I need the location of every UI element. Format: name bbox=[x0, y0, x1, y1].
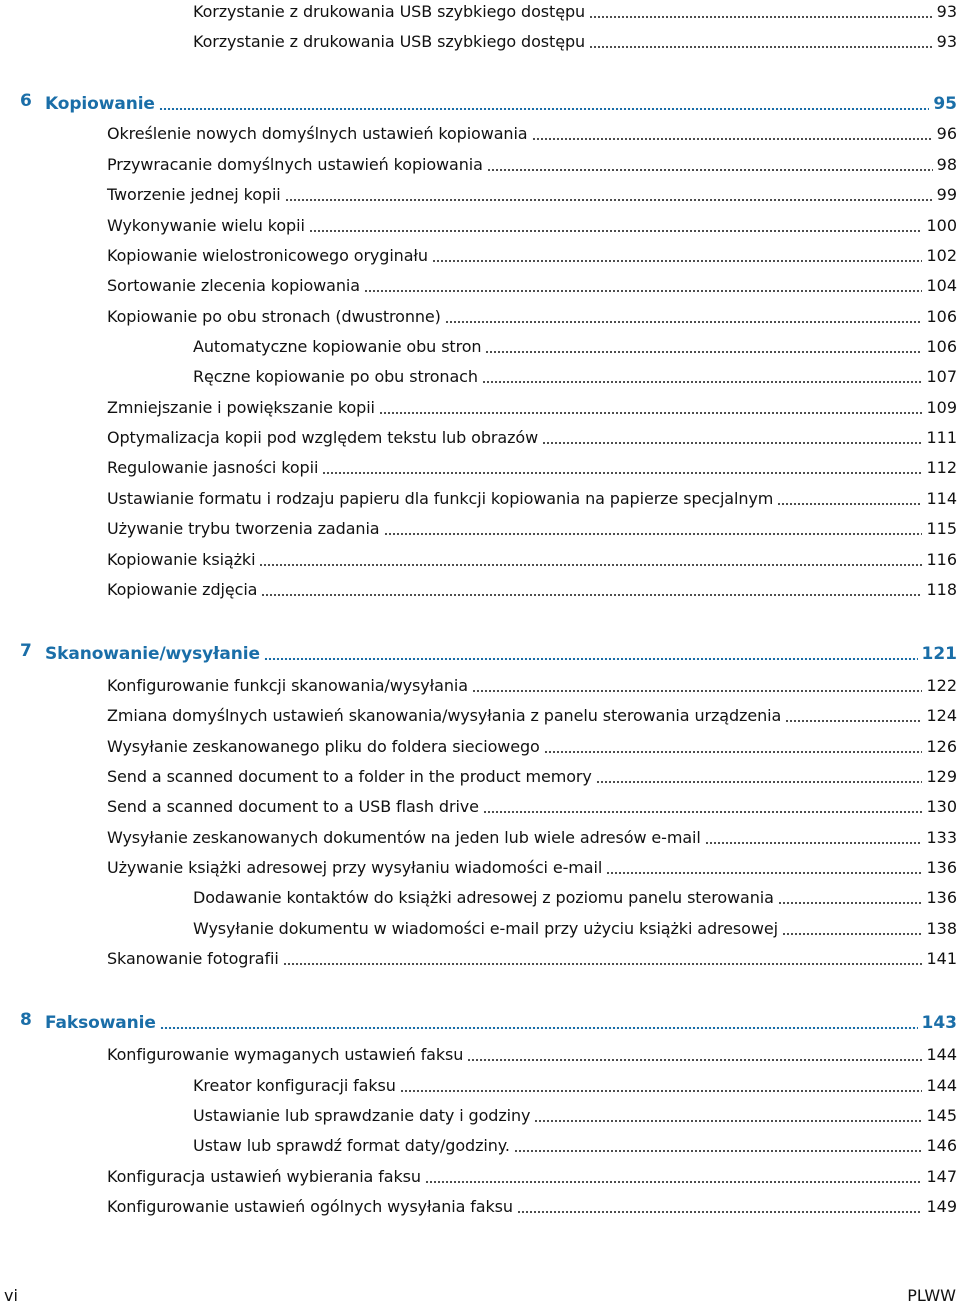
toc-entry[interactable] bbox=[193, 882, 957, 908]
dot-leader bbox=[159, 108, 929, 110]
toc-entry[interactable] bbox=[107, 392, 957, 418]
chapter-number: 6 bbox=[20, 91, 32, 111]
dot-leader bbox=[432, 260, 923, 262]
entry-title: Korzystanie z drukowania USB szybkiego dostępu bbox=[193, 32, 586, 51]
dot-leader bbox=[778, 902, 923, 904]
dot-leader bbox=[487, 169, 933, 171]
page-ref: 136 bbox=[926, 888, 957, 907]
locale-code: PLWW bbox=[907, 1286, 956, 1305]
entry-title: Zmiana domyślnych ustawień skanowania/wysyłania z panelu sterowania urządzenia bbox=[107, 706, 782, 725]
page-ref: 126 bbox=[926, 737, 957, 756]
entry-title: Określenie nowych domyślnych ustawień kopiowania bbox=[107, 124, 528, 143]
dot-leader bbox=[259, 564, 922, 566]
entry-title: Regulowanie jasności kopii bbox=[107, 458, 319, 477]
dot-leader bbox=[283, 963, 923, 965]
page-ref: 138 bbox=[926, 919, 957, 938]
entry-title: Kreator konfiguracji faksu bbox=[193, 1076, 396, 1095]
entry-title: Kopiowanie książki bbox=[107, 550, 256, 569]
page-ref: 111 bbox=[926, 428, 957, 447]
entry-title: Kopiowanie wielostronicowego oryginału bbox=[107, 246, 428, 265]
page-number: vi bbox=[4, 1286, 18, 1305]
page-ref: 144 bbox=[926, 1045, 957, 1064]
page-ref: 145 bbox=[926, 1106, 957, 1125]
dot-leader bbox=[384, 533, 923, 535]
dot-leader bbox=[482, 381, 923, 383]
dot-leader bbox=[777, 503, 922, 505]
entry-title: Ustawianie formatu i rodzaju papieru dla funkcji kopiowania na papierze specjalnym bbox=[107, 489, 774, 508]
dot-leader bbox=[542, 442, 922, 444]
toc-entry[interactable] bbox=[107, 761, 957, 787]
dot-leader bbox=[532, 138, 933, 140]
page-ref: 106 bbox=[926, 307, 957, 326]
toc-entry[interactable] bbox=[107, 852, 957, 878]
toc-entry[interactable] bbox=[107, 179, 957, 205]
entry-title: Konfigurowanie funkcji skanowania/wysyłania bbox=[107, 676, 468, 695]
dot-leader bbox=[785, 720, 922, 722]
dot-leader bbox=[596, 781, 923, 783]
dot-leader bbox=[467, 1059, 922, 1061]
chapter-title: Faksowanie bbox=[45, 1013, 156, 1033]
page-ref: 93 bbox=[936, 2, 957, 21]
dot-leader bbox=[364, 290, 922, 292]
entry-title: Kopiowanie zdjęcia bbox=[107, 580, 258, 599]
page-ref: 116 bbox=[926, 550, 957, 569]
page-ref: 106 bbox=[926, 337, 957, 356]
dot-leader bbox=[285, 199, 933, 201]
toc-entry[interactable] bbox=[107, 270, 957, 296]
entry-title: Ustawianie lub sprawdzanie daty i godziny bbox=[193, 1106, 531, 1125]
chapter-number: 7 bbox=[20, 641, 32, 661]
toc-entry[interactable] bbox=[107, 731, 957, 757]
page-ref: 100 bbox=[926, 216, 957, 235]
entry-title: Sortowanie zlecenia kopiowania bbox=[107, 276, 360, 295]
dot-leader bbox=[261, 594, 922, 596]
entry-title: Wysyłanie dokumentu w wiadomości e-mail przy użyciu książki adresowej bbox=[193, 919, 778, 938]
page-ref: 95 bbox=[933, 94, 957, 114]
chapter-title: Skanowanie/wysyłanie bbox=[45, 644, 260, 664]
toc-entry[interactable] bbox=[193, 26, 957, 52]
toc-entry[interactable] bbox=[107, 700, 957, 726]
toc-entry[interactable] bbox=[193, 0, 957, 22]
entry-title: Automatyczne kopiowanie obu stron bbox=[193, 337, 482, 356]
entry-title: Kopiowanie po obu stronach (dwustronne) bbox=[107, 307, 441, 326]
toc-entry[interactable] bbox=[193, 361, 957, 387]
page-ref: 96 bbox=[936, 124, 957, 143]
dot-leader bbox=[425, 1181, 923, 1183]
toc-entry[interactable] bbox=[107, 452, 957, 478]
entry-title: Wykonywanie wielu kopii bbox=[107, 216, 305, 235]
page-ref: 93 bbox=[936, 32, 957, 51]
page-ref: 109 bbox=[926, 398, 957, 417]
toc-entry[interactable] bbox=[107, 149, 957, 175]
dot-leader bbox=[782, 933, 923, 935]
chapter-number: 8 bbox=[20, 1010, 32, 1030]
entry-title: Przywracanie domyślnych ustawień kopiowania bbox=[107, 155, 483, 174]
dot-leader bbox=[472, 690, 923, 692]
dot-leader bbox=[264, 658, 918, 660]
page-ref: 122 bbox=[926, 676, 957, 695]
entry-title: Ustaw lub sprawdź format daty/godziny. bbox=[193, 1136, 510, 1155]
toc-entry[interactable] bbox=[107, 822, 957, 848]
toc-chapter[interactable] bbox=[20, 638, 957, 664]
dot-leader bbox=[160, 1027, 918, 1029]
dot-leader bbox=[322, 472, 922, 474]
toc-chapter[interactable] bbox=[20, 88, 957, 114]
page-ref: 99 bbox=[936, 185, 957, 204]
dot-leader bbox=[514, 1150, 923, 1152]
toc-entry[interactable] bbox=[193, 913, 957, 939]
toc-entry[interactable] bbox=[107, 544, 957, 570]
toc-entry[interactable] bbox=[107, 240, 957, 266]
dot-leader bbox=[534, 1120, 922, 1122]
page-ref: 121 bbox=[921, 644, 957, 664]
toc-entry[interactable] bbox=[107, 574, 957, 600]
entry-title: Konfiguracja ustawień wybierania faksu bbox=[107, 1167, 421, 1186]
dot-leader bbox=[544, 751, 923, 753]
toc-entry[interactable] bbox=[107, 943, 957, 969]
toc-chapter[interactable] bbox=[20, 1007, 957, 1033]
entry-title: Zmniejszanie i powiększanie kopii bbox=[107, 398, 375, 417]
entry-title: Korzystanie z drukowania USB szybkiego dostępu bbox=[193, 2, 586, 21]
page-ref: 141 bbox=[926, 949, 957, 968]
page-ref: 104 bbox=[926, 276, 957, 295]
toc-entry[interactable] bbox=[107, 118, 957, 144]
entry-title: Konfigurowanie wymaganych ustawień faksu bbox=[107, 1045, 464, 1064]
dot-leader bbox=[445, 321, 923, 323]
page-ref: 115 bbox=[926, 519, 957, 538]
page-ref: 136 bbox=[926, 858, 957, 877]
page-ref: 133 bbox=[926, 828, 957, 847]
chapter-title: Kopiowanie bbox=[45, 94, 155, 114]
toc-entry[interactable] bbox=[193, 1100, 957, 1126]
dot-leader bbox=[379, 412, 923, 414]
toc-entry[interactable] bbox=[107, 513, 957, 539]
entry-title: Send a scanned document to a folder in the product memory bbox=[107, 767, 592, 786]
toc-entry[interactable] bbox=[107, 791, 957, 817]
page-ref: 146 bbox=[926, 1136, 957, 1155]
entry-title: Wysyłanie zeskanowanego pliku do foldera sieciowego bbox=[107, 737, 540, 756]
dot-leader bbox=[606, 872, 922, 874]
toc-entry[interactable] bbox=[107, 670, 957, 696]
page-ref: 143 bbox=[921, 1013, 957, 1033]
toc-entry[interactable] bbox=[193, 1130, 957, 1156]
dot-leader bbox=[485, 351, 922, 353]
entry-title: Używanie książki adresowej przy wysyłaniu wiadomości e-mail bbox=[107, 858, 603, 877]
toc-entry[interactable] bbox=[107, 1161, 957, 1187]
entry-title: Dodawanie kontaktów do książki adresowej z poziomu panelu sterowania bbox=[193, 888, 774, 907]
toc-entry[interactable] bbox=[193, 331, 957, 357]
dot-leader bbox=[400, 1090, 923, 1092]
toc-entry[interactable] bbox=[193, 1070, 957, 1096]
page-ref: 130 bbox=[926, 797, 957, 816]
entry-title: Używanie trybu tworzenia zadania bbox=[107, 519, 380, 538]
toc-entry[interactable] bbox=[107, 301, 957, 327]
toc-entry[interactable] bbox=[107, 1039, 957, 1065]
page-ref: 147 bbox=[926, 1167, 957, 1186]
entry-title: Skanowanie fotografii bbox=[107, 949, 279, 968]
toc-entry[interactable] bbox=[107, 422, 957, 448]
page-ref: 129 bbox=[926, 767, 957, 786]
entry-title: Tworzenie jednej kopii bbox=[107, 185, 281, 204]
entry-title: Send a scanned document to a USB flash drive bbox=[107, 797, 479, 816]
page-ref: 118 bbox=[926, 580, 957, 599]
entry-title: Ręczne kopiowanie po obu stronach bbox=[193, 367, 478, 386]
dot-leader bbox=[705, 842, 923, 844]
entry-title: Wysyłanie zeskanowanych dokumentów na jeden lub wiele adresów e-mail bbox=[107, 828, 701, 847]
dot-leader bbox=[483, 811, 923, 813]
dot-leader bbox=[309, 230, 923, 232]
toc-entry[interactable] bbox=[107, 483, 957, 509]
page-ref: 112 bbox=[926, 458, 957, 477]
toc-entry[interactable] bbox=[107, 210, 957, 236]
page-ref: 114 bbox=[926, 489, 957, 508]
page-ref: 107 bbox=[926, 367, 957, 386]
page-ref: 124 bbox=[926, 706, 957, 725]
entry-title: Optymalizacja kopii pod względem tekstu lub obrazów bbox=[107, 428, 539, 447]
page-ref: 149 bbox=[926, 1197, 957, 1216]
page-ref: 102 bbox=[926, 246, 957, 265]
dot-leader bbox=[589, 46, 933, 48]
dot-leader bbox=[589, 16, 933, 18]
entry-title: Konfigurowanie ustawień ogólnych wysyłania faksu bbox=[107, 1197, 513, 1216]
toc-entry[interactable] bbox=[107, 1191, 957, 1217]
page-ref: 98 bbox=[936, 155, 957, 174]
dot-leader bbox=[517, 1211, 922, 1213]
page-ref: 144 bbox=[926, 1076, 957, 1095]
